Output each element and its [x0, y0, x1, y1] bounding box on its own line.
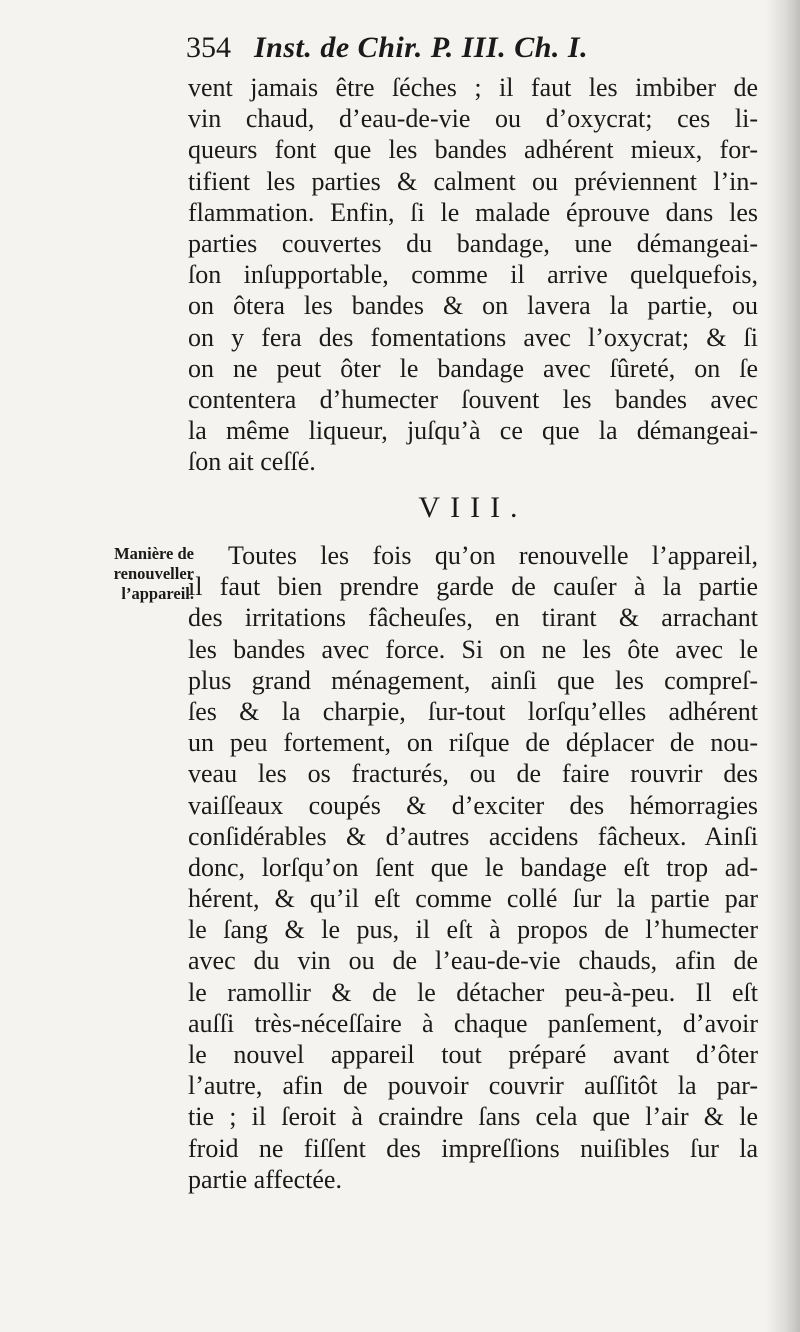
text-line: des irritations fâcheuſes, en tirant & arrachant — [188, 603, 758, 633]
text-line: avec du vin ou de l’eau-de-vie chauds, afin de — [188, 946, 758, 976]
marginal-note — [56, 544, 194, 604]
text-line: vent jamais être ſéches ; il faut les imbiber de — [188, 73, 758, 102]
running-title: Inst. de Chir. P. III. Ch. I. — [254, 31, 589, 64]
section-number: VIII. — [418, 491, 528, 524]
paragraph-continued — [188, 72, 758, 477]
text-line: tifient les parties & calment ou préviennent l’in- — [188, 166, 758, 196]
text-line: on ne peut ôter le bandage avec ſûreté, on ſe — [188, 353, 758, 383]
text-line: contentera d’humecter ſouvent les bandes avec — [188, 384, 758, 414]
text-line: le ramollir & de le détacher peu-à-peu. Il eſt — [188, 977, 758, 1007]
text-line: hérent, & qu’il eſt comme collé ſur la partie par — [188, 884, 758, 914]
text-line: l’autre, afin de pouvoir couvrir auſſitôt la par- — [188, 1071, 758, 1101]
text-line: ſes & la charpie, ſur-tout lorſqu’elles adhérent — [188, 696, 758, 726]
marginal-note-line: Manière de — [114, 544, 194, 563]
text-line: donc, lorſqu’on ſent que le bandage eſt trop ad- — [188, 852, 758, 882]
text-line: les bandes avec force. Si on ne les ôte avec le — [188, 634, 758, 664]
text-line: tie ; il ſeroit à craindre ſans cela que l’air & le — [188, 1102, 758, 1132]
text-line: il faut bien prendre garde de cauſer à la partie — [188, 572, 758, 602]
text-line: plus grand ménagement, ainſi que les compreſ- — [188, 665, 758, 695]
text-line: flammation. Enfin, ſi le malade éprouve dans les — [188, 197, 758, 227]
text-line: parties couvertes du bandage, une démangeai- — [188, 228, 758, 258]
text-line: partie affectée. — [188, 1164, 342, 1194]
text-line: vaiſſeaux coupés & d’exciter des hémorragies — [188, 790, 758, 820]
text-line: la même liqueur, juſqu’à ce que la démangeai- — [188, 416, 758, 446]
text-line: on ôtera les bandes & on lavera la partie, ou — [188, 291, 758, 321]
text-line: froid ne fiſſent des impreſſions nuiſibles ſur la — [188, 1133, 758, 1163]
text-line: conſidérables & d’autres accidens fâcheux. Ainſi — [188, 821, 758, 851]
text-line: vin chaud, d’eau-de-vie ou d’oxycrat; ces li- — [188, 104, 758, 134]
text-line: un peu fortement, on riſque de déplacer de nou- — [188, 728, 758, 758]
text-line: auſſi très-néceſſaire à chaque panſement, d’avoir — [188, 1008, 758, 1038]
page-number: 354 — [186, 31, 231, 64]
text-line: on y fera des fomentations avec l’oxycrat; & ſi — [188, 322, 758, 352]
text-line: queurs font que les bandes adhérent mieux, for- — [188, 135, 758, 165]
page-edge-shadow — [766, 0, 800, 1332]
text-line: ſon ait ceſſé. — [188, 447, 316, 477]
text-line: le nouvel appareil tout préparé avant d’ôter — [188, 1040, 758, 1069]
text-line: le ſang & le pus, il eſt à propos de l’humecter — [188, 915, 758, 945]
text-line: ſon inſupportable, comme il arrive quelquefois, — [188, 260, 758, 290]
marginal-note-line: l’appareil. — [121, 584, 194, 603]
marginal-note-line: renouveller — [113, 564, 194, 583]
text-line: Toutes les fois qu’on renouvelle l’appareil, — [228, 541, 758, 570]
text-line: veau les os fracturés, ou de faire rouvrir des — [188, 759, 758, 789]
running-header — [186, 30, 756, 66]
paragraph-section-viii — [188, 540, 758, 1195]
